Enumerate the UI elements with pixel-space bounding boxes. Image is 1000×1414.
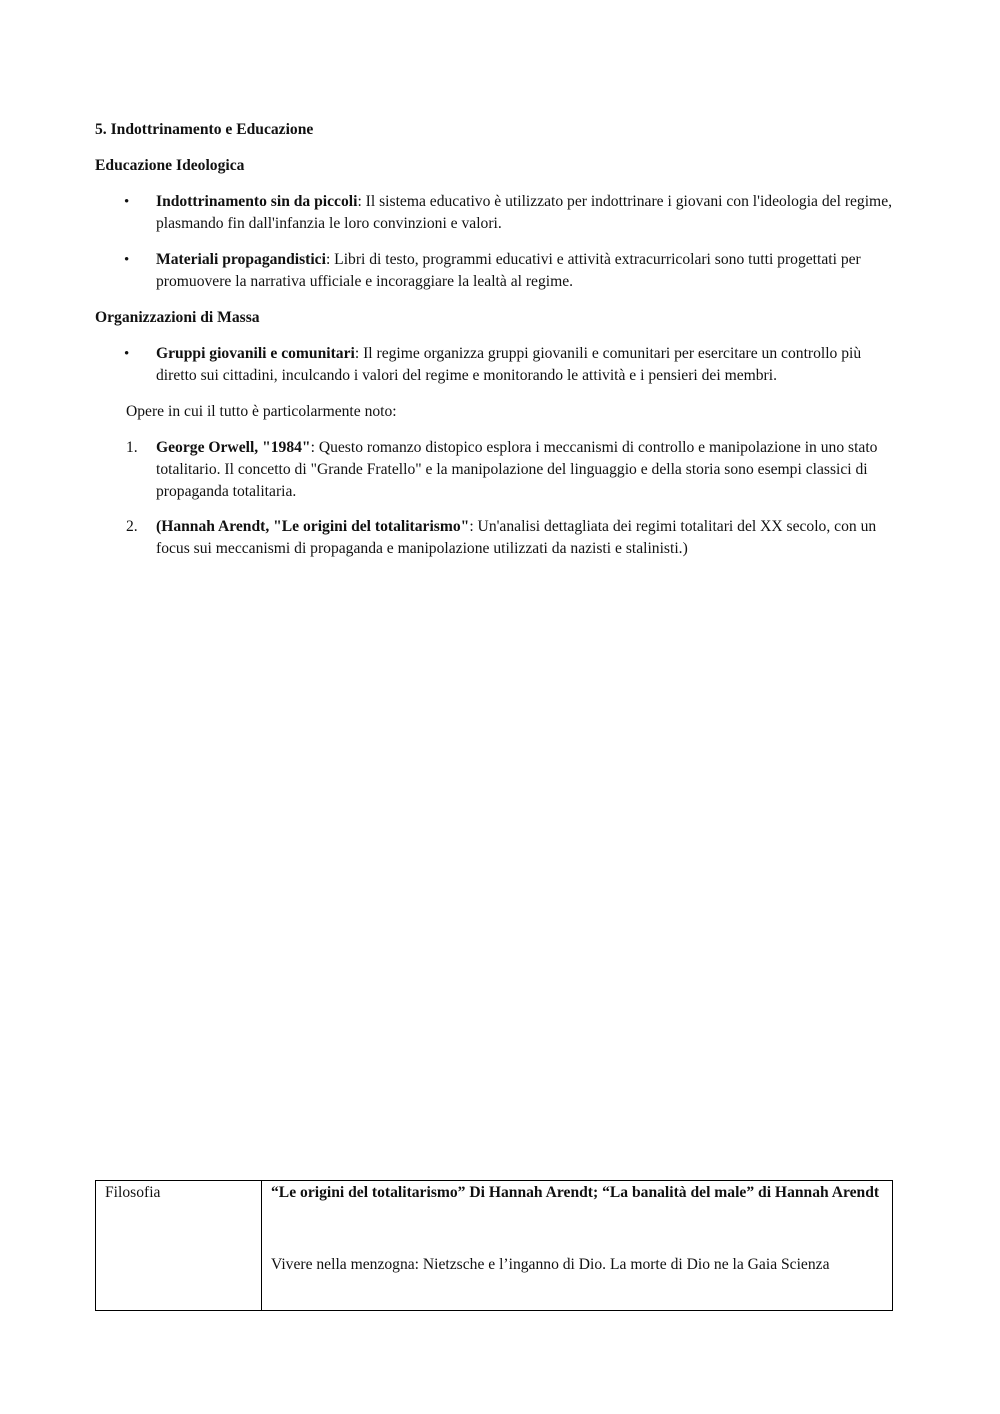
list-item [95,191,900,235]
work-number: 1. [126,439,138,456]
subject-label: Filosofia [105,1184,161,1201]
list-item-text: : Libri di testo, programmi educativi e attività extracurricolari sono tutti progettati per promuovere la narrativa ufficiale e incoraggiare la lealtà al regime. [156,251,861,290]
list-item [95,343,900,387]
cell-spacer [271,1204,884,1254]
work-item [95,437,900,503]
heading-organizzazioni-di-massa: Organizzazioni di Massa [95,309,260,326]
bullet-icon: • [124,194,130,210]
table-cell-content [262,1181,893,1311]
list-item [95,249,900,293]
work-title: (Hannah Arendt, "Le origini del totalitarismo" [156,518,470,535]
works-intro: Opere in cui il tutto è particolarmente noto: [126,403,397,420]
work-description: : Questo romanzo distopico esplora i meccanismi di controllo e manipolazione in uno stato totalitario. Il concetto di "Grande Fratello" e la manipolazione del linguaggio e della storia sono esempi classici di propaganda totalitaria. [156,439,878,500]
heading-educazione-ideologica: Educazione Ideologica [95,157,245,174]
works-list [95,437,900,560]
work-item [95,516,900,560]
list-item-text: : Il sistema educativo è utilizzato per indottrinare i giovani con l'ideologia del regime, plasmando fin dall'infanzia le loro convinzioni e valori. [156,193,893,232]
bullet-list-educazione [95,191,900,293]
cell-bold-text: “Le origini del totalitarismo” Di Hannah Arendt; “La banalità del male” di Hannah Arendt [271,1184,880,1201]
cell-plain-text: Vivere nella menzogna: Nietzsche e l’inganno di Dio. La morte di Dio ne la Gaia Scienza [271,1256,830,1273]
list-item-text: : Il regime organizza gruppi giovanili e comunitari per esercitare un controllo più diretto sui cittadini, inculcando i valori del regime e monitorando le attività e i pensieri dei membri. [156,345,862,384]
list-item-term: Indottrinamento sin da piccoli [156,193,358,210]
work-number: 2. [126,518,138,535]
work-title: George Orwell, "1984" [156,439,311,456]
list-item-term: Gruppi giovanili e comunitari [156,345,355,362]
section-title: 5. Indottrinamento e Educazione [95,121,314,138]
bullet-icon: • [124,252,130,268]
page-content [95,119,900,573]
bullet-icon: • [124,346,130,362]
subject-table [95,1180,893,1311]
bullet-list-organizzazioni [95,343,900,387]
table-row [96,1181,893,1311]
work-description: : Un'analisi dettagliata dei regimi totalitari del XX secolo, con un focus sui meccanismi di propaganda e manipolazione utilizzati da nazisti e stalinisti.) [156,518,877,557]
list-item-term: Materiali propagandistici [156,251,326,268]
table-cell-subject [96,1181,262,1311]
